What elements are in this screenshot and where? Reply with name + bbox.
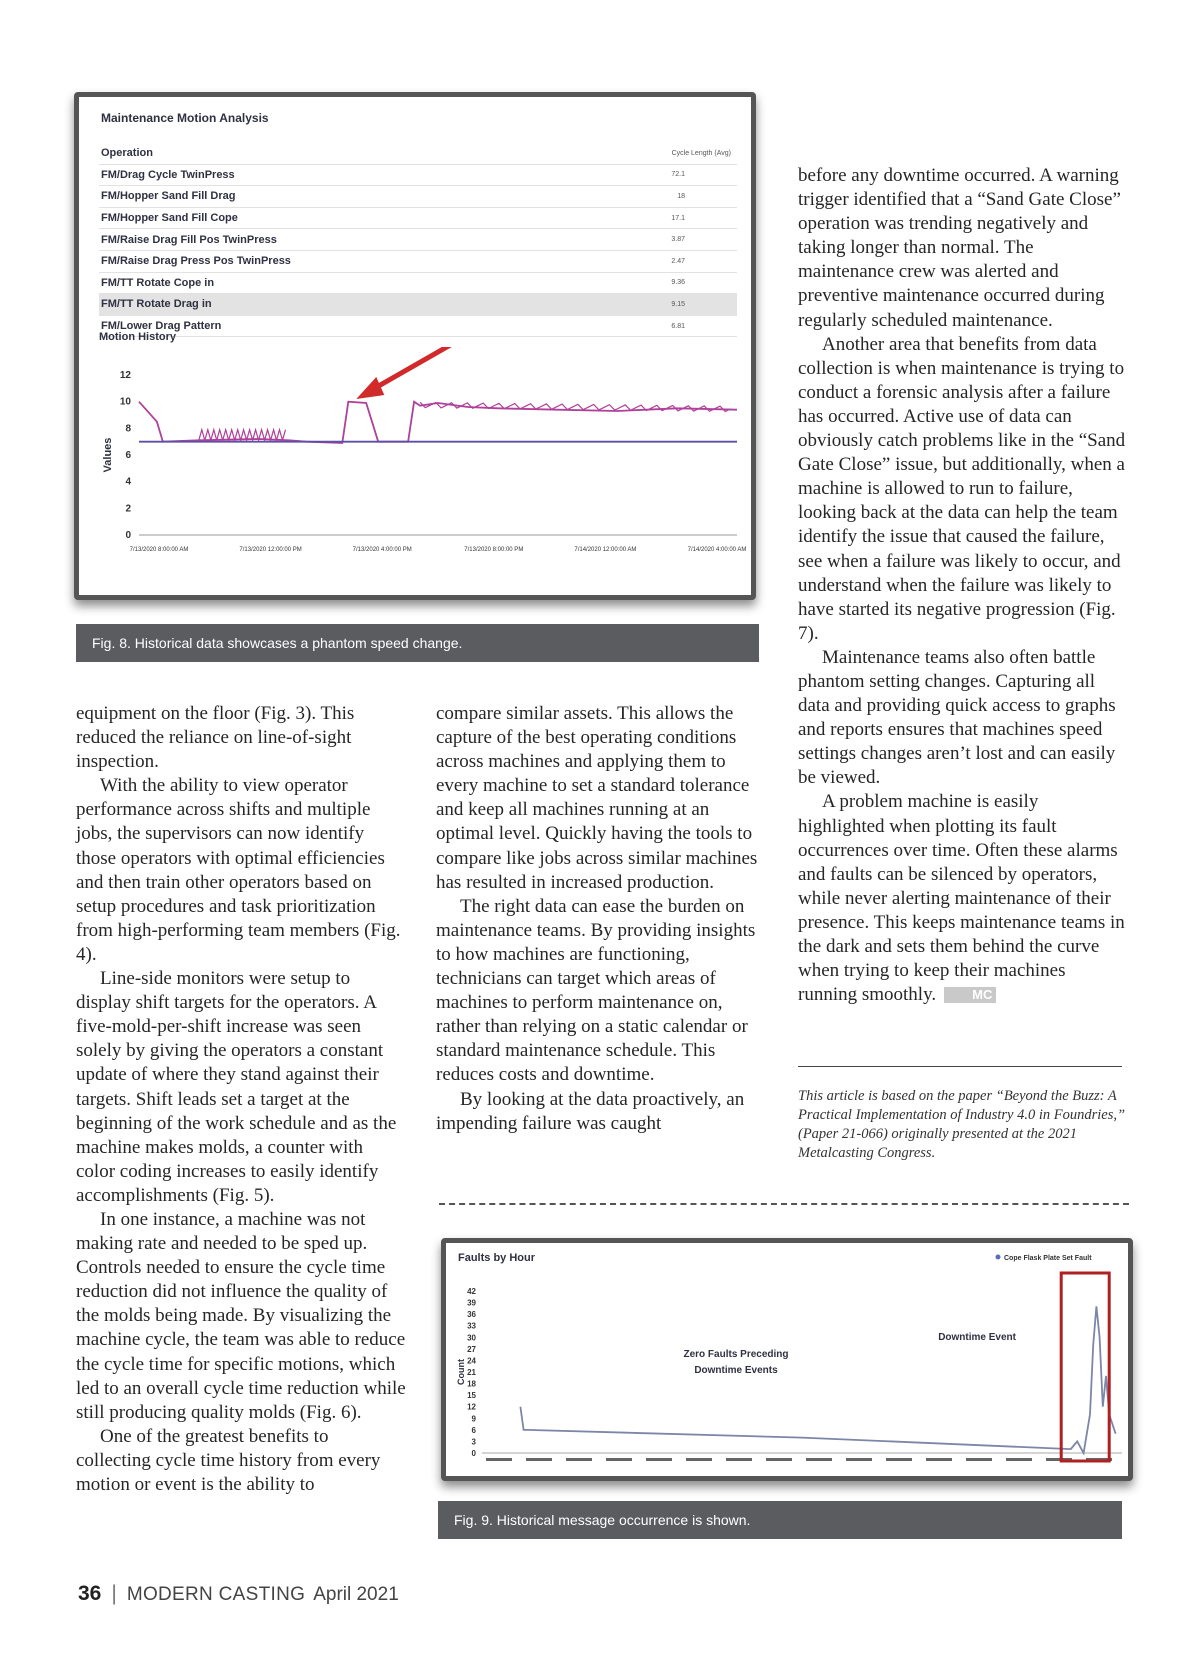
fig8-header-operation: Operation xyxy=(101,147,153,160)
figure-9 xyxy=(441,1238,1133,1481)
y-tick-label: 0 xyxy=(125,530,131,541)
fig8-val: 2.47 xyxy=(671,257,685,265)
x-tick-label: 7/13/2020 8:00:00 PM xyxy=(464,547,524,553)
y-tick-label: 10 xyxy=(119,396,131,408)
x-tick-label-blur xyxy=(566,1458,592,1461)
annotation-downtime-event: Downtime Event xyxy=(938,1332,1016,1343)
y-tick-label: 8 xyxy=(125,423,131,435)
x-tick-label-blur xyxy=(526,1458,552,1461)
article-note: This article is based on the paper “Beyond the Buzz: A Practical Implementation of Industry 4.0 in Foundries,” (Paper 21-066) originally presented at the 2021 Metalcasting Congress. xyxy=(798,1088,1126,1161)
paragraph: Line-side monitors were setup to display shift targets for the operators. A five-mold-per-shift increase was seen solely by giving the operators a constant update of where they stand against their targets. Shift leads set a target at the beginning of the work schedule and as the machine makes molds, a counter with color coding increases to easily identify accomplishments (Fig. 5). xyxy=(76,968,397,1206)
paragraph: Another area that benefits from data collection is when maintenance is trying to conduct a forensic analysis after a failure has occurred. Active use of data can obviously catch problems like in the “Sand Gate Close” issue, but additionally, when a machine is allowed to run to failure, looking back at the data can help the team identify the issue that caused the failure, see when a failure was likely to occur, and understand when the failure was likely to have started its negative progression (Fig. 7). xyxy=(798,333,1126,644)
paragraph-last xyxy=(798,790,1128,1007)
red-arrow-head xyxy=(356,377,384,399)
fig8-val: 3.87 xyxy=(671,236,685,244)
table-row xyxy=(99,273,737,295)
y-tick-label: 15 xyxy=(467,1391,476,1401)
x-tick-label-blur xyxy=(646,1458,672,1461)
series-line-cycle xyxy=(139,402,737,443)
y-tick-label: 12 xyxy=(467,1402,476,1412)
annotation-zero-faults-line1: Zero Faults Preceding xyxy=(683,1349,789,1360)
table-row xyxy=(99,229,737,251)
x-tick-label-blur xyxy=(726,1458,752,1461)
fig8-op: FM/TT Rotate Drag in xyxy=(101,298,212,311)
fig8-op: FM/TT Rotate Cope in xyxy=(101,276,215,289)
note-divider xyxy=(798,1066,1122,1067)
paragraph: By looking at the data proactively, an impending failure was caught xyxy=(436,1088,745,1134)
y-tick-label: 27 xyxy=(467,1344,476,1354)
fig8-op: FM/Raise Drag Fill Pos TwinPress xyxy=(101,233,277,246)
y-tick-label: 12 xyxy=(119,370,131,381)
y-tick-label: 18 xyxy=(467,1379,476,1389)
y-tick-label: 3 xyxy=(471,1437,476,1447)
legend-marker xyxy=(996,1255,1001,1260)
table-row xyxy=(99,165,737,187)
fig8-val: 18 xyxy=(677,192,685,200)
legend-label: Cope Flask Plate Set Fault xyxy=(1004,1255,1092,1262)
y-tick-label: 6 xyxy=(125,450,131,461)
footer-separator: | xyxy=(111,1582,117,1605)
figure-8 xyxy=(74,92,756,600)
column-3 xyxy=(798,164,1128,1007)
fig8-op: FM/Lower Drag Pattern xyxy=(101,320,222,333)
motion-history-chart xyxy=(79,347,751,595)
y-tick-label: 21 xyxy=(467,1368,476,1377)
faults-by-hour-chart xyxy=(446,1243,1128,1476)
red-arrow-shaft xyxy=(366,347,464,393)
y-tick-label: 42 xyxy=(467,1287,476,1296)
fig8-val: 9.36 xyxy=(671,279,685,287)
y-tick-label: 9 xyxy=(471,1414,476,1424)
fig9-caption: Fig. 9. Historical message occurrence is shown. xyxy=(438,1501,1122,1539)
x-tick-label-blur xyxy=(846,1458,872,1461)
fig8-table-header xyxy=(99,143,737,165)
paragraph: In one instance, a machine was not making rate and needed to be sped up. Controls needed to ensure the cycle time reduction did not influence the quality of the molds being made. By visualizing the machine cycle, the team was able to reduce the cycle time for specific motions, which led to an overall cycle time reduction while still producing quality molds (Fig. 6). xyxy=(76,1208,406,1423)
column-1 xyxy=(76,702,406,1497)
paragraph: Maintenance teams also often battle phantom setting changes. Capturing all data and providing quick access to graphs and reports ensures that machines speed settings changes aren’t lost and can easily be viewed. xyxy=(798,646,1116,789)
x-tick-label-blur xyxy=(606,1458,632,1461)
y-tick-label: 33 xyxy=(467,1321,476,1331)
x-tick-label: 7/14/2020 12:00:00 AM xyxy=(574,547,637,553)
paragraph-text: A problem machine is easily highlighted when plotting its fault occurrences over time. Often these alarms and faults can be silenced by operators, while never alerting maintenance of their presence. This keeps maintenance teams in the dark and sets them behind the curve when trying to keep their machines running smoothly. xyxy=(798,791,1125,1006)
x-tick-label: 7/13/2020 12:00:00 PM xyxy=(239,547,302,553)
annotation-zero-faults-line2: Downtime Events xyxy=(694,1365,778,1376)
fig8-op: FM/Hopper Sand Fill Cope xyxy=(101,212,238,225)
x-tick-label-blur xyxy=(966,1458,992,1461)
fig8-op: FM/Hopper Sand Fill Drag xyxy=(101,190,236,203)
y-axis-title: Values xyxy=(102,437,114,473)
fig8-op: FM/Drag Cycle TwinPress xyxy=(101,168,235,181)
downtime-highlight-box xyxy=(1061,1273,1109,1461)
fig8-val: 17.1 xyxy=(671,214,685,222)
paragraph: compare similar assets. This allows the capture of the best operating conditions across machines and applying them to every machine to set a standard tolerance and keep all machines running at an optimal level. Quickly having the tools to compare like jobs across similar machines has resulted in increased production. xyxy=(436,703,758,893)
paragraph: The right data can ease the burden on maintenance teams. By providing insights to how machines are functioning, technicians can target which areas of machines to perform maintenance on, rather than relying on a static calendar or standard maintenance schedule. This reduces costs and downtime. xyxy=(436,895,756,1086)
x-tick-label-blur xyxy=(806,1458,832,1461)
page-number: 36 xyxy=(78,1582,102,1605)
y-axis-title: Count xyxy=(456,1359,466,1385)
magazine-name: MODERN CASTING xyxy=(126,1584,306,1605)
fig8-header-cycle: Cycle Length (Avg) xyxy=(671,149,731,157)
y-tick-label: 24 xyxy=(467,1356,476,1366)
dashed-separator xyxy=(439,1203,1129,1205)
x-tick-label: 7/13/2020 4:00:00 PM xyxy=(352,547,412,553)
y-tick-label: 4 xyxy=(125,476,131,488)
paragraph: equipment on the floor (Fig. 3). This reduced the reliance on line-of-sight inspection. xyxy=(76,703,355,773)
x-tick-label-blur xyxy=(686,1458,712,1461)
fig8-table xyxy=(99,143,737,337)
x-tick-label-blur xyxy=(486,1458,512,1461)
x-tick-label: 7/13/2020 8:00:00 AM xyxy=(129,547,189,553)
issue-date: April 2021 xyxy=(313,1584,399,1605)
table-row xyxy=(99,186,737,208)
table-row xyxy=(99,208,737,230)
fig8-title: Maintenance Motion Analysis xyxy=(101,111,269,125)
paragraph: before any downtime occurred. A warning trigger identified that a “Sand Gate Close” operation was trending negatively and taking longer than normal. The maintenance crew was alerted and preventive maintenance occurred during regularly scheduled maintenance. xyxy=(798,165,1121,331)
x-tick-label-blur xyxy=(766,1458,792,1461)
y-tick-label: 30 xyxy=(467,1333,476,1343)
y-tick-label: 6 xyxy=(471,1425,476,1435)
y-tick-label: 2 xyxy=(125,503,131,515)
mc-end-badge: MC xyxy=(944,987,996,1003)
fig8-op: FM/Raise Drag Press Pos TwinPress xyxy=(101,255,291,268)
table-row xyxy=(99,316,737,338)
page-footer xyxy=(78,1582,399,1606)
table-row xyxy=(99,294,737,316)
chart-title: Faults by Hour xyxy=(458,1252,536,1264)
y-tick-label: 39 xyxy=(467,1298,476,1308)
fig8-val: 6.81 xyxy=(671,322,685,330)
x-tick-label-blur xyxy=(1006,1458,1032,1461)
series-line xyxy=(520,1306,1115,1453)
y-tick-label: 0 xyxy=(471,1449,476,1458)
column-2 xyxy=(436,702,760,1136)
x-tick-label-blur xyxy=(886,1458,912,1461)
table-row xyxy=(99,251,737,273)
paragraph: One of the greatest benefits to collecting cycle time history from every motion or event is the ability to xyxy=(76,1425,381,1495)
fig8-caption: Fig. 8. Historical data showcases a phantom speed change. xyxy=(76,624,759,662)
x-tick-label: 7/14/2020 4:00:00 AM xyxy=(687,547,747,553)
fig8-val: 72.1 xyxy=(671,171,685,179)
fig8-val: 9.15 xyxy=(671,300,685,308)
y-tick-label: 36 xyxy=(467,1310,476,1320)
fig8-motion-title: Motion History xyxy=(99,331,176,343)
paragraph: With the ability to view operator performance across shifts and multiple jobs, the supervisors can now identify those operators with optimal efficiencies and then train other operators based on setup procedures and task prioritization from high-performing team members (Fig. 4). xyxy=(76,775,401,965)
x-tick-label-blur xyxy=(926,1458,952,1461)
